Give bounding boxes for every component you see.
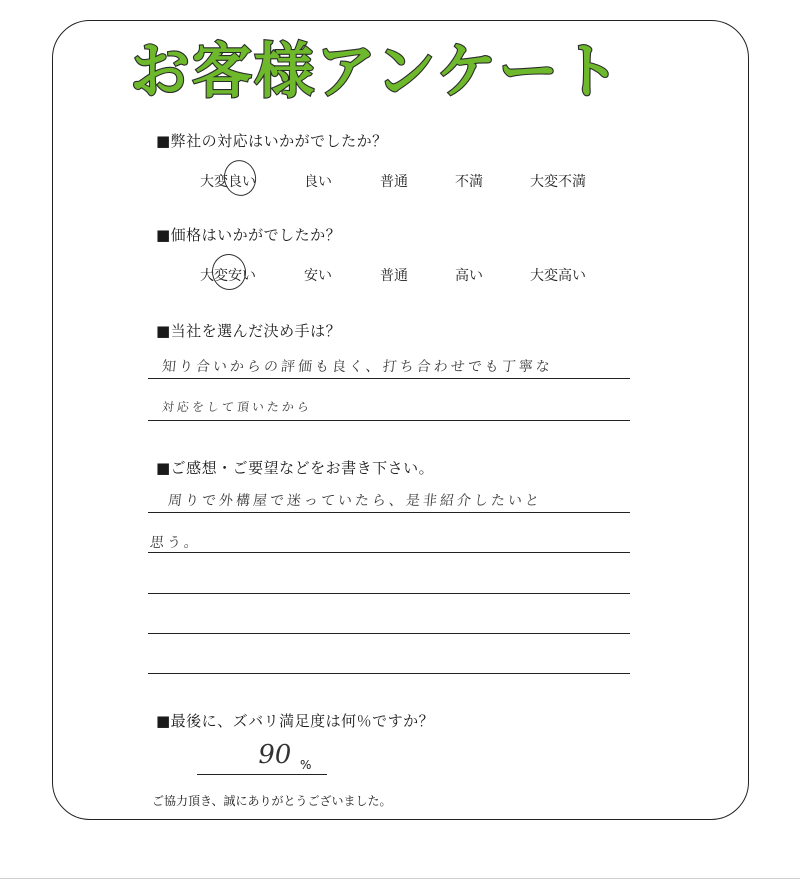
survey-title xyxy=(130,30,690,110)
question-3-label: ■当社を選んだ決め手は？ xyxy=(156,322,342,340)
q3-answer-rule-2 xyxy=(148,420,630,421)
q4-answer-rule-5 xyxy=(148,673,630,674)
q4-answer-line-2: 思う。 xyxy=(149,535,202,551)
q2-option-4[interactable]: 高い xyxy=(455,268,483,284)
q4-answer-rule-4 xyxy=(148,633,630,634)
q1-option-2[interactable]: 良い xyxy=(304,174,332,190)
q2-option-5[interactable]: 大変高い xyxy=(530,268,586,284)
question-5-label: ■最後に、ズバリ満足度は何％ですか？ xyxy=(156,712,435,730)
q3-answer-line-1: 知り合いからの評価も良く、打ち合わせでも丁寧な xyxy=(161,359,554,375)
satisfaction-unit: % xyxy=(300,758,312,772)
question-4-label: ■ご感想・ご要望などをお書き下さい。 xyxy=(156,459,435,477)
q4-answer-rule-1 xyxy=(148,512,630,513)
thank-you-note: ご協力頂き、誠にありがとうございました。 xyxy=(152,794,392,808)
q1-option-1[interactable]: 大変良い xyxy=(200,174,256,190)
svg-text:お客様アンケート: お客様アンケート xyxy=(130,37,623,107)
q4-answer-rule-3 xyxy=(148,593,630,594)
q1-option-5[interactable]: 大変不満 xyxy=(530,174,586,190)
question-1-label: ■弊社の対応はいかがでしたか？ xyxy=(156,132,388,150)
satisfaction-rule xyxy=(197,774,327,775)
q4-answer-line-1: 周りで外構屋で迷っていたら、是非紹介したいと xyxy=(167,493,543,509)
q2-option-1[interactable]: 大変安い xyxy=(200,268,256,284)
page-edge xyxy=(0,878,800,879)
survey-title-text xyxy=(130,30,690,110)
q3-answer-line-2: 対応をして頂いたから xyxy=(161,400,313,414)
q3-answer-rule-1 xyxy=(148,378,630,379)
q4-answer-rule-2 xyxy=(148,552,630,553)
question-2-label: ■価格はいかがでしたか？ xyxy=(156,226,342,244)
q2-option-2[interactable]: 安い xyxy=(304,268,332,284)
q2-option-3[interactable]: 普通 xyxy=(380,268,408,284)
q1-option-3[interactable]: 普通 xyxy=(380,174,408,190)
q1-option-4[interactable]: 不満 xyxy=(455,174,483,190)
satisfaction-value: 90 xyxy=(255,740,294,770)
